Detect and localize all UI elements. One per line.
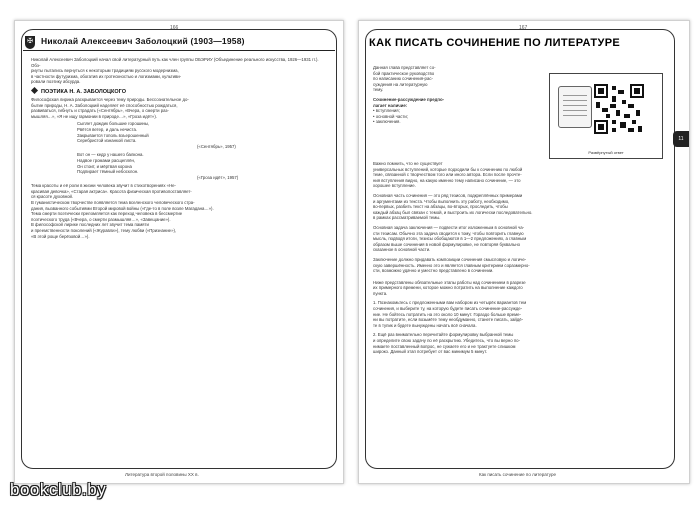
stages-paragraph	[373, 280, 667, 297]
paragraph-line: Основная часть сочинения — это ряд тезисов, подкреплённых примерами	[373, 192, 523, 198]
composition-paragraph	[373, 257, 667, 274]
right-body	[373, 161, 667, 355]
paragraph-line: в рамках рассматриваемой темы.	[373, 215, 441, 221]
poem-line: Надвое громами расщеплён,	[77, 157, 136, 163]
guide-intro-line: суждения на литературную	[373, 81, 428, 87]
step-line: ни вы потратите, если возьмёте тему необдуманно, станете писать, зайдё-	[373, 317, 524, 323]
poetics-line: развиваться, гибнуть и страдать («Сентябрь», «Вчера, о смерти раз-	[31, 108, 169, 114]
bullet-item: • вступления;	[373, 108, 400, 114]
bullet-item: • заключения.	[373, 118, 401, 124]
paragraph-line: Важно помнить, что не существует	[373, 161, 443, 166]
left-page-number: 166	[170, 25, 179, 31]
paragraph-line: скую завершённость. Именно это и является главным критерием соразмерно-	[373, 262, 530, 268]
paragraph-line: и аргументами из текста. Чтобы выполнить эту работу, необходимо,	[373, 198, 510, 204]
step-line: и определите свою задачу по её раскрытию. Убедитесь, что вы верно по-	[373, 338, 520, 344]
intro-line: риуты пытались вернуться к некоторым традициям русского модернизма,	[31, 68, 179, 74]
diamond-icon	[31, 87, 38, 94]
left-footer: Литература второй половины XX в.	[125, 472, 199, 477]
paragraph-line: Ниже представлены обязательные этапы работы над сочинением в разрезе	[373, 279, 526, 285]
guide-intro-line: бой практическое руководство	[373, 70, 435, 76]
poetics-line: бытие природы, Н. А. Заболоцкий наделяет её способностью рождаться,	[31, 102, 178, 108]
right-footer: Как писать сочинение по литературе	[479, 472, 556, 477]
paragraph-line: пункта.	[373, 290, 388, 296]
poetics-line: мышляя…», «Я не ищу гармонии в природе…», «Гроза идёт»).	[31, 113, 157, 119]
poem-line: («Сентябрь», 1957)	[197, 143, 236, 149]
qr-caption: Развёрнутый ответ	[588, 150, 624, 155]
section-title: ПОЭТИКА Н. А. ЗАБОЛОЦКОГО	[31, 88, 327, 95]
intro-paragraph	[31, 57, 327, 85]
paragraph-line: образом выше сочинения в новой формулировке, не повторяя буквально	[373, 241, 521, 247]
structure-bullets	[373, 108, 545, 124]
watermark: bookclub.by	[10, 480, 107, 499]
themes-line: и преемственности поколений («Журавли»), тему любви («Признание»),	[31, 228, 177, 234]
main-part-paragraph	[373, 193, 667, 221]
themes-line: поэтического труда («Вчера, о смерти размышляя…», «Завещание»).	[31, 216, 171, 222]
paragraph-line: сказанное в основной части.	[373, 247, 431, 253]
poem-line: Он стоит, и мёртвая корона	[77, 163, 132, 169]
themes-line: В философской лирике последних лет звучит тема памяти	[31, 222, 149, 228]
step-line: сочинения, и выберите ту, на которую будете писать сочинение-рассужде-	[373, 306, 523, 312]
right-page	[358, 20, 690, 484]
poem-line: Рвётся ветер, и даль нечиста.	[77, 126, 138, 132]
author-emblem-icon: ✠	[25, 36, 35, 49]
step-line: те в тупик и будете вынуждены начать всё сначала.	[373, 322, 477, 328]
paragraph-line: универсальных вступлений, которые подходили бы к сочинению по любой	[373, 166, 523, 172]
intro-line: ровали поэтику абсурда.	[31, 79, 81, 85]
themes-line: «В этой роще берёзовой…»).	[31, 233, 90, 239]
themes-line: дания, вызванного событиями Второй мировой войны («Где-то в поле возле Магадана…»).	[31, 205, 214, 211]
right-page-number: 167	[519, 25, 528, 31]
paragraph-line: хорошее вступление.	[373, 183, 416, 189]
poem-line: Подпирает тёмный небосклон.	[77, 169, 139, 175]
intro-line: Николай Алексеевич Заболоцкий начал свой литературный путь как член группы ОБЭРИУ (Объединение реального искусства, 1926—1931 гг.). Обэ-	[31, 57, 319, 68]
left-page	[14, 20, 344, 484]
author-header	[23, 35, 335, 51]
scroll-icon	[558, 86, 592, 128]
paragraph-line: ния вступления видно, на какую именно тему написано сочинение, — это	[373, 177, 521, 183]
structure-line: лагает наличие:	[373, 102, 408, 108]
author-heading: Николай Алексеевич Заболоцкий (1903—1958)	[41, 36, 245, 46]
step-1	[373, 300, 667, 328]
themes-line: ся красоте духовной.	[31, 194, 74, 200]
qr-card	[549, 73, 663, 159]
intro-block	[373, 65, 545, 124]
paragraph-line: сти тезисам. Обычно эта задача сводится к тому, чтобы повторить главную	[373, 230, 524, 236]
poem-sentyabr	[77, 121, 327, 149]
paragraph-line: во-первых, разбить текст на абзацы, во-вторых, проследить, чтобы	[373, 204, 508, 210]
poem-line: («Гроза идёт», 1957)	[197, 174, 239, 180]
paragraph-line: Заключение должно придавать композиции сочинения смысловую и логиче-	[373, 256, 527, 262]
poem-groza	[77, 152, 327, 180]
bullet-item: • основной части;	[373, 113, 408, 119]
intro-line: в частности футуризма, обогатив их гротескностью и логизмами, культиви-	[31, 73, 182, 79]
step-line: 2. Ещё раз внимательно перечитайте формулировку выбранной темы	[373, 332, 514, 338]
poetics-line: Философская лирика раскрывается через тему природы. Бессознательное до-	[31, 96, 189, 102]
structure-text	[373, 97, 545, 108]
themes-line: В гуманистическом творчестве появляется тема вселенского человеческого стра-	[31, 200, 195, 206]
poem-line: Вот он — кедр у нашего балкона.	[77, 152, 144, 158]
conclusion-paragraph	[373, 225, 667, 253]
paragraph-line: каждый абзац был связан с темой, и выстроить их логически последовательно.	[373, 209, 533, 215]
themes-line: красивая девочка», «Старая актриса». Красота физическая противопоставляет-	[31, 188, 192, 194]
poem-line: Закрывается тополь взъерошенный	[77, 132, 149, 138]
paragraph-line: теме, связанной с творчеством того или иного автора. Если после прочте-	[373, 172, 522, 178]
step-line: нимаете поставленный вопрос, не сужаете его и не трактуете слишком	[373, 343, 516, 349]
intro-advice-paragraph	[373, 161, 667, 189]
guide-intro	[373, 65, 545, 93]
paragraph-line: мысль, подводя итоги, тезисы обобщаются в 1—2 предложениях, а главным	[373, 236, 527, 242]
poem-line: Серебристой изнанкой листа.	[77, 138, 137, 144]
paragraph-line: сти, возможно удачно и уместно представлено в сочинении.	[373, 268, 494, 274]
step-2	[373, 332, 667, 354]
left-body	[31, 57, 327, 239]
header-rule	[23, 50, 335, 51]
themes-line: Тема красоты и её роли в жизни человека звучит в стихотворениях «Не-	[31, 183, 176, 189]
structure-line: Сочинение-рассуждение предпо-	[373, 96, 445, 102]
themes-line: Тема смерти поэтически преломляется как переход человека в бессмертие	[31, 211, 183, 217]
paragraph-line: их примерного времени, которое можно потратить на выполнение каждого	[373, 285, 523, 291]
themes-paragraph	[31, 183, 327, 239]
poetics-paragraph	[31, 97, 327, 119]
step-line: ние. Не бойтесь потратить на это около 10 минут. Гораздо больше време-	[373, 311, 521, 317]
qr-code-icon[interactable]	[594, 84, 644, 134]
guide-intro-line: тему.	[373, 87, 384, 93]
chapter-title: КАК ПИСАТЬ СОЧИНЕНИЕ ПО ЛИТЕРАТУРЕ	[369, 37, 621, 49]
guide-intro-line: Данная глава представляет со-	[373, 65, 436, 70]
side-tab: 11	[673, 131, 689, 147]
guide-intro-line: по написанию сочинения-рас-	[373, 76, 433, 82]
step-line: 1. Познакомьтесь с предложенными вам набором из четырёх вариантов тем	[373, 300, 527, 306]
paragraph-line: Основная задача заключения — подвести итог изложенным в основной ча-	[373, 224, 525, 230]
poem-line: Сыплет дождик большие горошины,	[77, 121, 150, 127]
step-line: широко. Данный этап потребует от вас минимум 5 минут.	[373, 349, 488, 355]
